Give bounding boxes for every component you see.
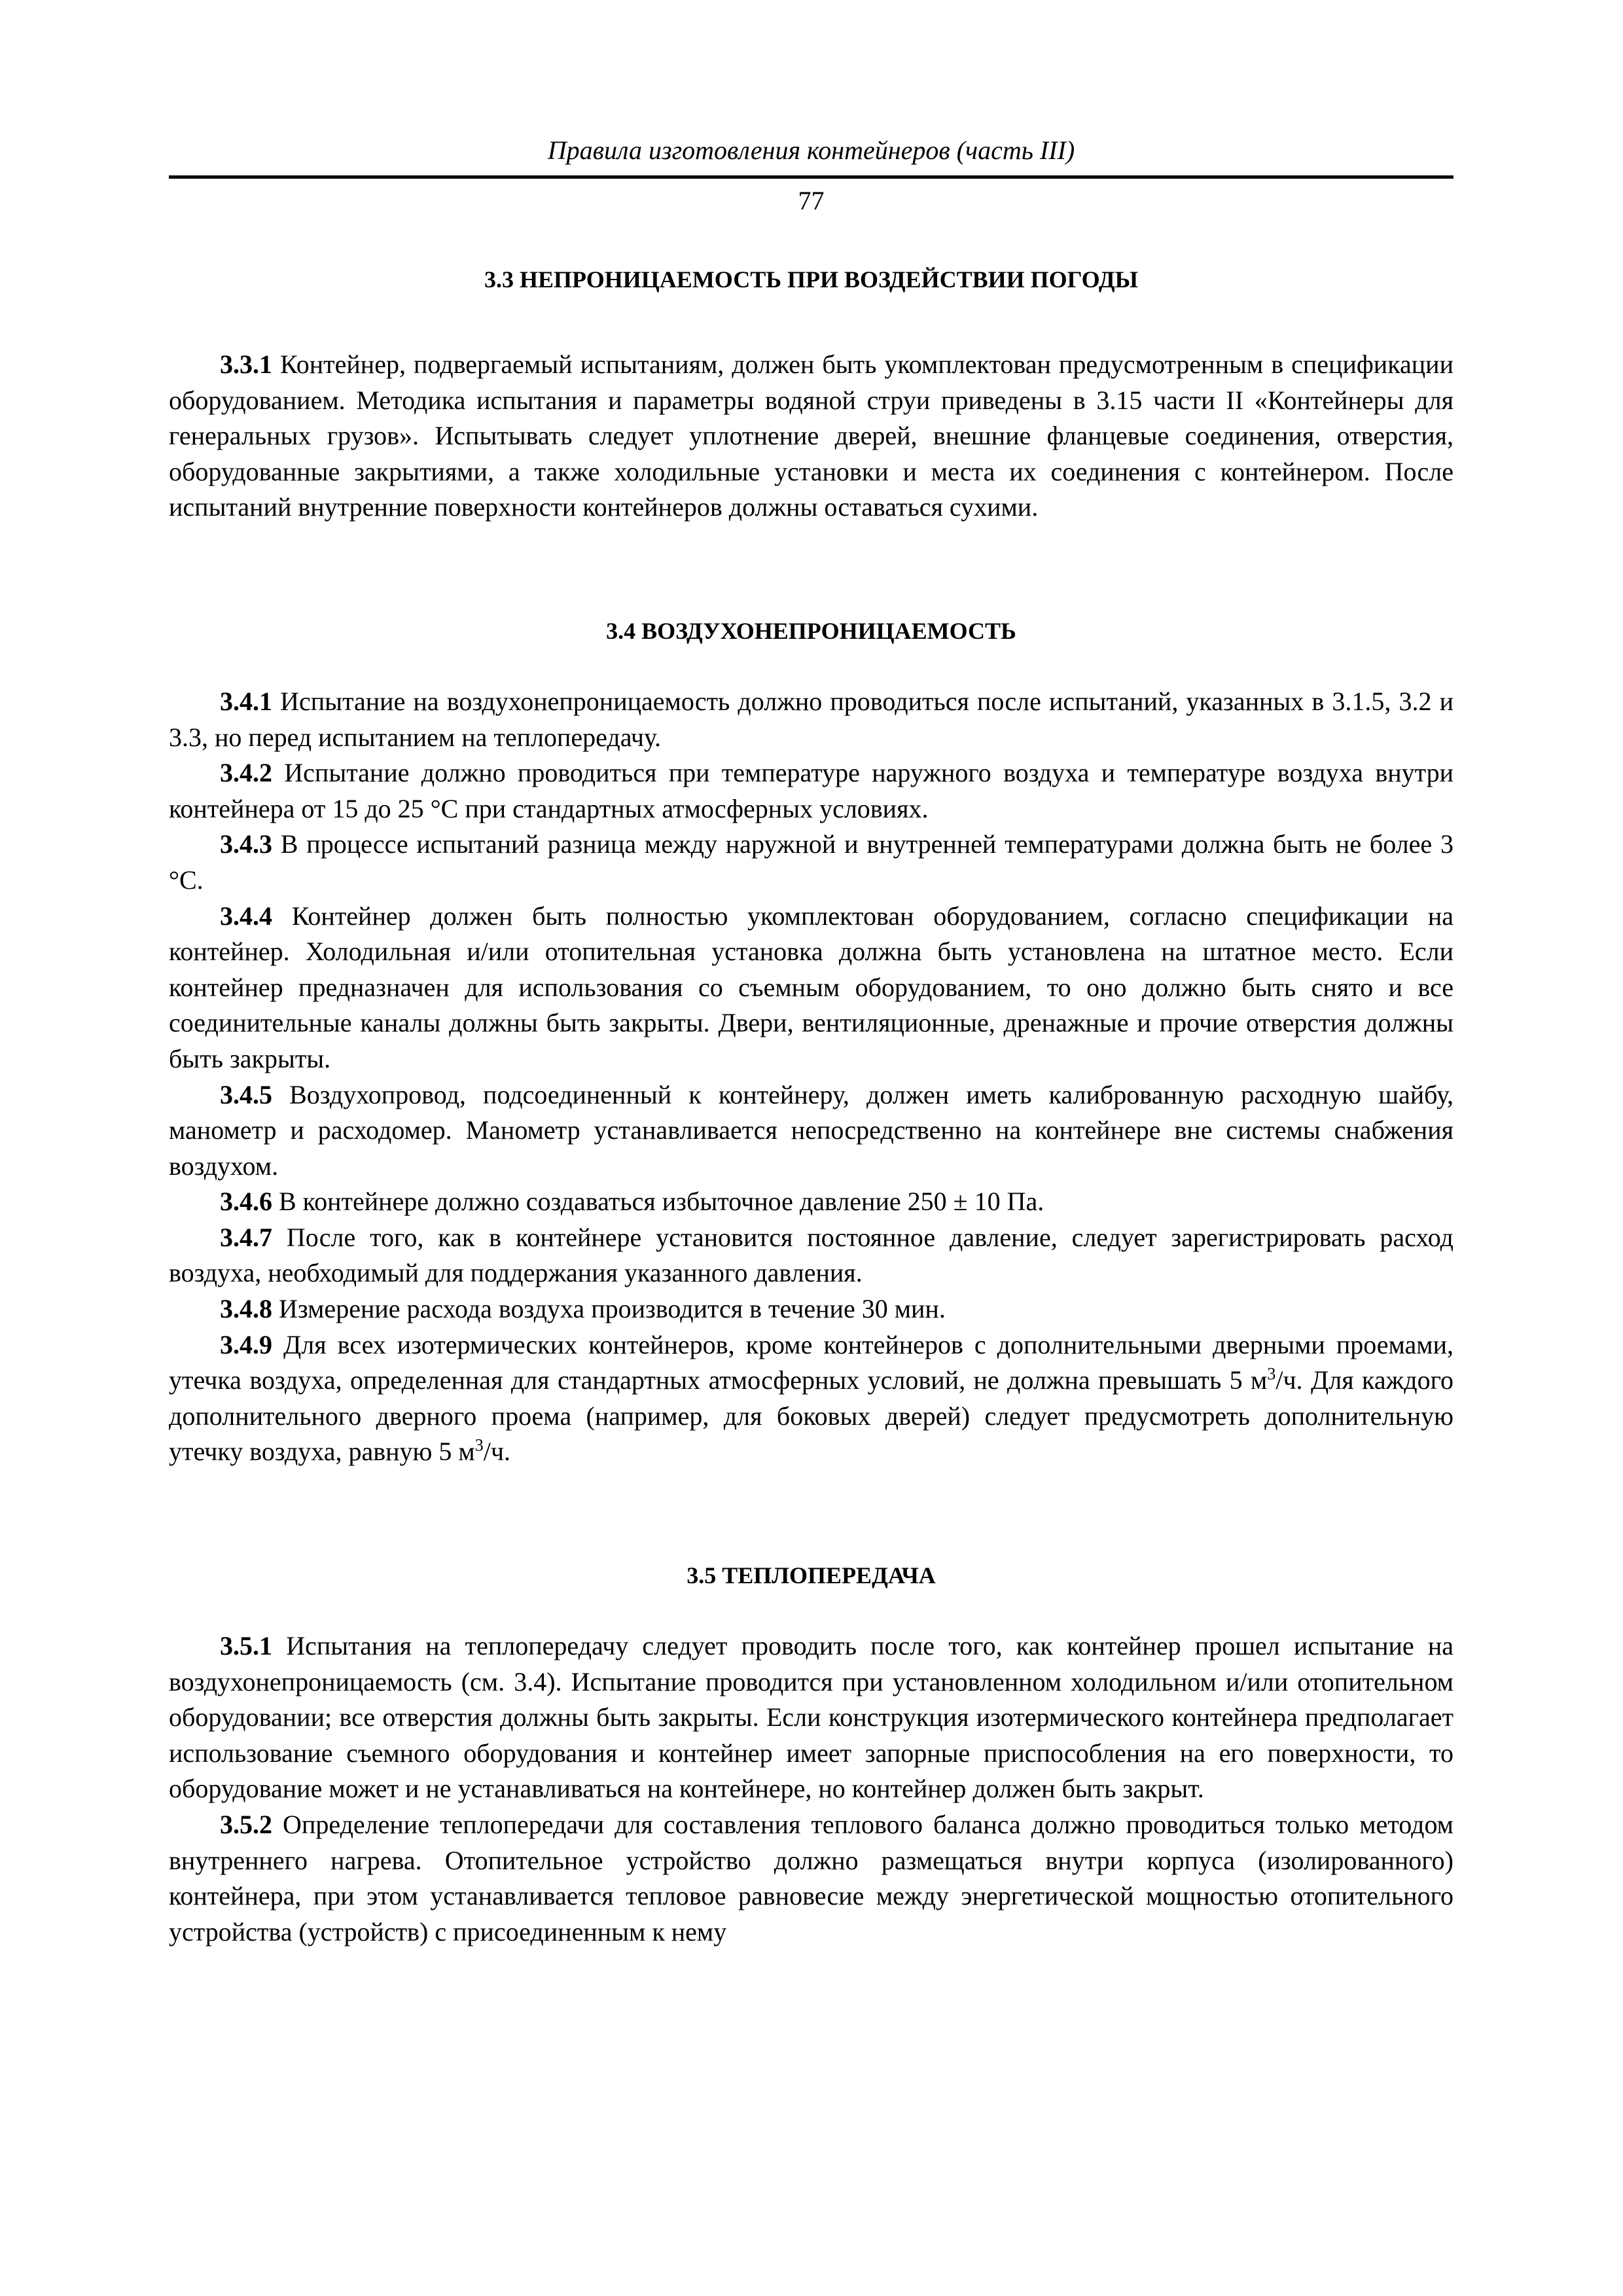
paragraph-3-4-1 — [169, 684, 1454, 755]
section-heading-3-5: 3.5 ТЕПЛОПЕРЕДАЧА — [687, 1562, 936, 1589]
paragraph-text: Испытание на воздухонепроницаемость должно проводиться после испытаний, указанных в 3.1.5, 3.2 и 3.3, но перед испытанием на теплопередачу. — [169, 686, 1454, 752]
paragraph-text: Испытания на теплопередачу следует проводить после того, как контейнер прошел испытание на воздухонепроницаемость (см. 3.4). Испытание проводится при установленном холодильном и/или отопительном оборудовании; все отверстия должны быть закрыты. Если конструкция изотермического контейнера предполагает использование съемного оборудования и контейнер имеет запорные приспособления на его поверхности, то оборудование может и не устанавливаться на контейнере, но контейнер должен быть закрыт. — [169, 1631, 1454, 1804]
paragraph-3-4-5 — [169, 1077, 1454, 1185]
paragraph-3-4-8 — [169, 1291, 1454, 1327]
paragraph-3-3-1 — [169, 347, 1454, 526]
paragraph-text: В контейнере должно создаваться избыточное давление 250 ± 10 Па. — [272, 1187, 1044, 1217]
clause-number: 3.4.8 — [220, 1294, 272, 1324]
superscript-3: 3 — [1267, 1364, 1276, 1384]
paragraph-text: Контейнер должен быть полностью укомплектован оборудованием, согласно спецификации на контейнер. Холодильная и/или отопительная установка должна быть установлена на штатное место. Если контейнер предназначен для использования со съемным оборудованием, то оно должно быть снято и все соединительные каналы должны быть закрыты. Двери, вентиляционные, дренажные и прочие отверстия должны быть закрыты. — [169, 901, 1454, 1073]
clause-number: 3.4.6 — [220, 1187, 272, 1217]
clause-number: 3.4.3 — [220, 829, 272, 859]
clause-number: 3.4.9 — [220, 1329, 272, 1359]
paragraph-text: Воздухопровод, подсоединенный к контейнеру, должен иметь калиброванную расходную шайбу, манометр и расходомер. Манометр устанавливается непосредственно на контейнере вне системы снабжения воздухом. — [169, 1079, 1454, 1181]
paragraph-3-5-2 — [169, 1807, 1454, 1950]
paragraph-3-4-3 — [169, 827, 1454, 898]
clause-number: 3.3.1 — [220, 350, 272, 379]
paragraph-3-4-6 — [169, 1184, 1454, 1220]
paragraph-text: Определение теплопередачи для составления теплового баланса должно проводиться только методом внутреннего нагрева. Отопительное устройство должно размещаться внутри корпуса (изолированного) контейнера, при этом устанавливается тепловое равновесие между энергетической мощностью отопительного устройства (устройств) с присоединенным к нему — [169, 1810, 1454, 1946]
paragraph-text: Испытание должно проводиться при температуре наружного воздуха и температуре воздуха внутри контейнера от 15 до 25 °С при стандартных атмосферных условиях. — [169, 758, 1454, 823]
clause-number: 3.4.7 — [220, 1222, 272, 1252]
header-rule — [169, 175, 1454, 179]
paragraph-text: Измерение расхода воздуха производится в течение 30 мин. — [272, 1294, 946, 1324]
paragraph-3-4-9 — [169, 1327, 1454, 1470]
paragraph-3-4-4 — [169, 899, 1454, 1077]
paragraph-text: В процессе испытаний разница между наружной и внутренней температурами должна быть не более 3 °С. — [169, 829, 1454, 895]
paragraph-text: Для всех изотермических контейнеров, кроме контейнеров с дополнительными дверными проемами, утечка воздуха, определенная для стандартных атмосферных условий, не должна превышать 5 м — [169, 1329, 1454, 1395]
clause-number: 3.4.1 — [220, 686, 272, 716]
paragraph-3-5-1 — [169, 1628, 1454, 1807]
running-header: Правила изготовления контейнеров (часть III) — [547, 135, 1075, 165]
paragraph-text: Контейнер, подвергаемый испытаниям, должен быть укомплектован предусмотренным в спецификации оборудованием. Методика испытания и параметры водяной струи приведены в 3.15 части II «Контейнеры для генеральных грузов». Испытывать следует уплотнение дверей, внешние фланцевые соединения, отверстия, оборудованные закрытиями, а также холодильные установки и места их соединения с контейнером. После испытаний внутренние поверхности контейнеров должны оставаться сухими. — [169, 350, 1454, 522]
clause-number: 3.5.1 — [220, 1631, 272, 1661]
clause-number: 3.4.5 — [220, 1079, 272, 1109]
page-number: 77 — [798, 186, 825, 215]
paragraph-text: После того, как в контейнере установится постоянное давление, следует зарегистрировать расход воздуха, необходимый для поддержания указанного давления. — [169, 1222, 1454, 1288]
clause-number: 3.5.2 — [220, 1810, 272, 1839]
paragraph-text: /ч. Для каждого дополнительного дверного проема (например, для боковых дверей) следует предусмотреть дополнительную утечку воздуха, равную 5 м — [169, 1365, 1454, 1467]
page-content — [169, 262, 1454, 1950]
section-heading-3-3: 3.3 НЕПРОНИЦАЕМОСТЬ ПРИ ВОЗДЕЙСТВИИ ПОГОДЫ — [484, 266, 1138, 293]
paragraph-3-4-2 — [169, 755, 1454, 827]
clause-number: 3.4.4 — [220, 901, 272, 931]
clause-number: 3.4.2 — [220, 758, 272, 788]
paragraph-text: /ч. — [483, 1437, 510, 1467]
section-heading-3-4: 3.4 ВОЗДУХОНЕПРОНИЦАЕМОСТЬ — [606, 617, 1016, 644]
superscript-3: 3 — [474, 1436, 484, 1456]
paragraph-3-4-7 — [169, 1220, 1454, 1291]
